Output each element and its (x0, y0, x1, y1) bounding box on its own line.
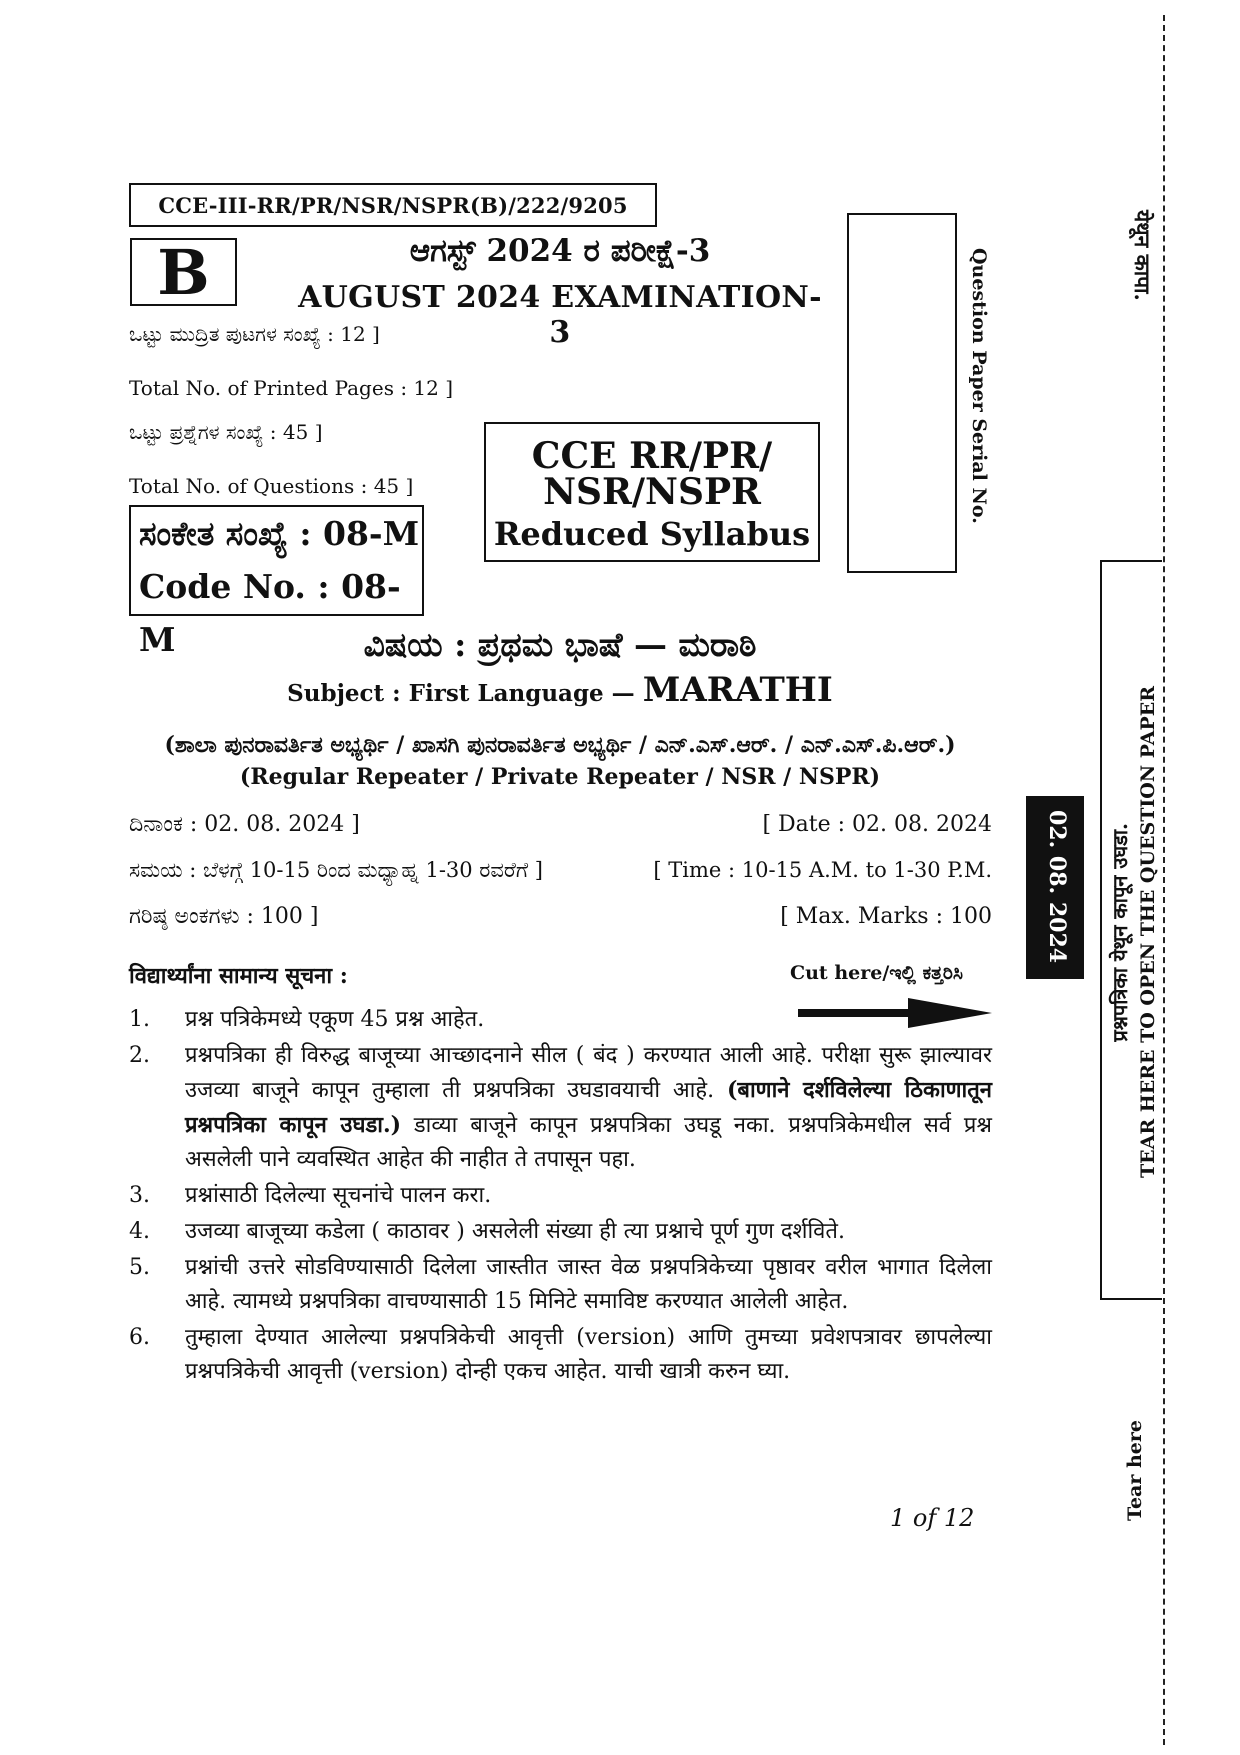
exam-title-english: AUGUST 2024 EXAMINATION-3 (298, 280, 822, 350)
version-letter: B (157, 235, 210, 309)
list-item: 4. उजव्या बाजूच्या कडेला ( काठावर ) असलेली संख्या ही त्या प्रश्नाचे पूर्ण गुण दर्शविते. (129, 1219, 845, 1244)
tear-instruction-marathi: प्रश्नपत्रिका येथून कापून उघडा. (1107, 822, 1132, 1042)
cut-here-marathi: येथून कापा. (1130, 210, 1155, 301)
marks-kannada: ಗರಿಷ್ಠ ಅಂಕಗಳು : 100 ] (129, 904, 319, 929)
code-number-kannada: ಸಂಕೇತ ಸಂಖ್ಯೆ : 08-M (139, 514, 420, 553)
subject-prefix: Subject : First Language — (287, 680, 635, 707)
list-item: 1. प्रश्न पत्रिकेमध्ये एकूण 45 प्रश्न आहेत. (129, 1007, 485, 1032)
questions-kannada: ಒಟ್ಟು ಪ್ರಶ್ನೆಗಳ ಸಂಖ್ಯೆ : 45 ] (129, 420, 323, 444)
time-english: [ Time : 10-15 A.M. to 1-30 P.M. (653, 858, 992, 882)
serial-number-label: Question Paper Serial No. (968, 248, 990, 524)
syllabus-box (484, 422, 820, 562)
date-strip-text: 02. 08. 2024 (1044, 810, 1070, 964)
subject-kannada: ವಿಷಯ : ಪ್ರಥಮ ಭಾಷೆ — ಮರಾಠಿ (363, 625, 757, 664)
list-item: 2. प्रश्नपत्रिका ही विरुद्ध बाजूच्या आच्छादनाने सील ( बंद ) करण्यात आली आहे. परीक्षा सुरू झाल्यावर उजव्या बाजूने कापून तुम्हाला ती प्रश्नपत्रिका उघडावयाची आहे. (बाणाने दर्शविलेल्या ठिकाणातून प्रश्नपत्रिका कापून उघडा.) डाव्या बाजूने कापून प्रश्नपत्रिका उघडू नका. प्रश्नपत्रिकेमधील सर्व प्रश्न असलेली पाने व्यवस्थित आहेत की नाहीत ते तपासून पहा. (129, 1043, 993, 1172)
instructions-heading: विद्यार्थ्यांना सामान्य सूचना : (129, 963, 348, 989)
paper-code: CCE-III-RR/PR/NSR/NSPR(B)/222/9205 (158, 192, 628, 218)
page-number: 1 of 12 (890, 1504, 975, 1532)
syllabus-line-3: Reduced Syllabus (493, 515, 811, 553)
exam-title-kannada: ಆಗಸ್ಟ್ 2024 ರ ಪರೀಕ್ಷೆ-3 (409, 233, 711, 269)
cut-here-label: Cut here/ಇಲ್ಲಿ ಕತ್ತರಿಸಿ (790, 962, 963, 984)
syllabus-line-2: NSR/NSPR (543, 471, 761, 513)
list-item: 3. प्रश्नांसाठी दिलेल्या सूचनांचे पालन करा. (129, 1183, 492, 1208)
dashed-cut-line (1163, 15, 1165, 1745)
subject-english (240, 670, 880, 710)
date-english: [ Date : 02. 08. 2024 (762, 812, 992, 837)
marks-english: [ Max. Marks : 100 (780, 904, 992, 929)
tear-instruction-english: TEAR HERE TO OPEN THE QUESTION PAPER (1136, 686, 1159, 1178)
date-kannada: ದಿನಾಂಕ : 02. 08. 2024 ] (129, 812, 360, 837)
tear-panel (1100, 560, 1162, 1300)
candidate-category-english: (Regular Repeater / Private Repeater / NSR / NSPR) (239, 764, 881, 790)
code-number-box (129, 505, 424, 659)
serial-number-box (847, 213, 957, 573)
code-number-english: Code No. : 08-M (139, 567, 401, 659)
tear-here-label: Tear here (1124, 1420, 1146, 1521)
candidate-category-kannada: (ಶಾಲಾ ಪುನರಾವರ್ತಿತ ಅಭ್ಯರ್ಥಿ / ಖಾಸಗಿ ಪುನರಾವರ್ತಿತ ಅಭ್ಯರ್ಥಿ / ಎನ್.ಎಸ್.ಆರ್. / ಎನ್.ಎಸ್.ಪಿ.ಆರ್.) (164, 732, 956, 758)
list-item: 6. तुम्हाला देण्यात आलेल्या प्रश्नपत्रिकेची आवृत्ती (version) आणि तुमच्या प्रवेशपत्रावर छापलेल्या प्रश्नपत्रिकेची आवृत्ती (version) दोन्ही एकच आहेत. याची खात्री करुन घ्या. (129, 1325, 992, 1384)
date-strip (1026, 796, 1084, 979)
syllabus-line-1: CCE RR/PR/ (531, 435, 773, 477)
list-item: 5. प्रश्नांची उत्तरे सोडविण्यासाठी दिलेला जास्तीत जास्त वेळ प्रश्नपत्रिकेच्या पृष्ठावर वरील भागात दिलेला आहे. त्यामध्ये प्रश्नपत्रिका वाचण्यासाठी 15 मिनिटे समाविष्ट करण्यात आलेली आहेत. (129, 1255, 992, 1314)
version-letter-box (130, 235, 237, 309)
instruction-list (129, 1003, 992, 1391)
printed-pages-kannada: ಒಟ್ಟು ಮುದ್ರಿತ ಪುಟಗಳ ಸಂಖ್ಯೆ : 12 ] (129, 322, 380, 346)
questions-english: Total No. of Questions : 45 ] (129, 474, 414, 498)
time-kannada: ಸಮಯ : ಬೆಳಗ್ಗೆ 10-15 ರಿಂದ ಮಧ್ಯಾಹ್ನ 1-30 ರವರೆಗೆ ] (129, 858, 543, 882)
subject-name: MARATHI (642, 670, 833, 710)
paper-code-box (129, 183, 657, 227)
printed-pages-english: Total No. of Printed Pages : 12 ] (129, 376, 454, 400)
